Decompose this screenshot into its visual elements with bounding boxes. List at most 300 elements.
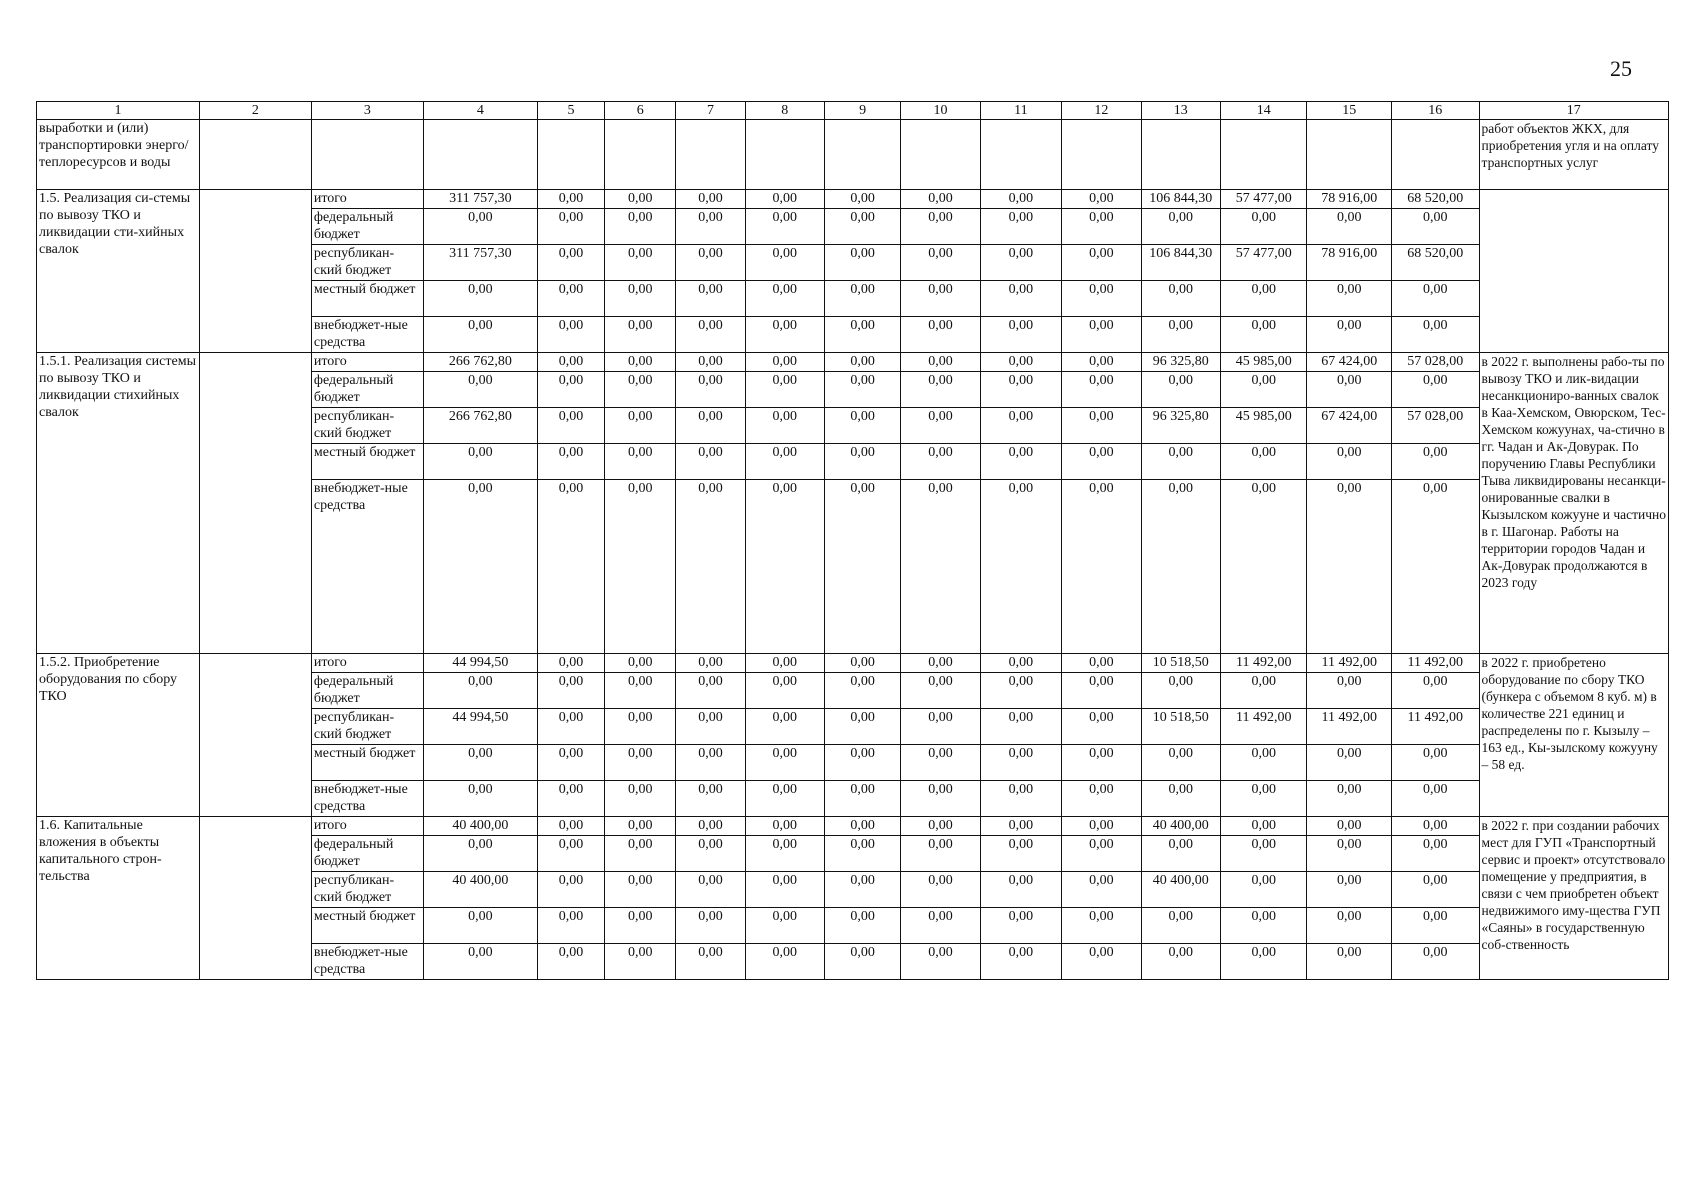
funding-source: местный бюджет — [311, 444, 423, 480]
column-header: 11 — [980, 102, 1061, 120]
value-cell: 0,00 — [537, 408, 604, 444]
value-cell: 0,00 — [901, 353, 980, 372]
value-cell: 0,00 — [1220, 317, 1307, 353]
value-cell: 0,00 — [1307, 281, 1392, 317]
value-cell: 0,00 — [1307, 908, 1392, 944]
value-cell: 106 844,30 — [1141, 245, 1220, 281]
funding-source: федеральный бюджет — [311, 209, 423, 245]
value-cell: 57 028,00 — [1391, 353, 1479, 372]
value-cell: 0,00 — [423, 480, 537, 654]
value-cell: 0,00 — [745, 190, 824, 209]
value-cell: 0,00 — [1391, 872, 1479, 908]
value-cell: 0,00 — [901, 781, 980, 817]
value-cell: 0,00 — [980, 353, 1061, 372]
value-cell: 0,00 — [824, 836, 900, 872]
value-cell: 0,00 — [901, 673, 980, 709]
value-cell: 0,00 — [901, 944, 980, 980]
value-cell: 311 757,30 — [423, 245, 537, 281]
value-cell: 0,00 — [1307, 444, 1392, 480]
value-cell: 0,00 — [676, 781, 745, 817]
item-name: выработки и (или) транспортировки энерго/теплоресурсов и воды — [37, 120, 200, 190]
column-header: 14 — [1220, 102, 1307, 120]
value-cell: 0,00 — [980, 836, 1061, 872]
value-cell: 11 492,00 — [1391, 709, 1479, 745]
item-note: работ объектов ЖКХ, для приобретения угля и на оплату транспортных услуг — [1479, 120, 1668, 190]
value-cell: 0,00 — [745, 408, 824, 444]
value-cell: 0,00 — [980, 872, 1061, 908]
value-cell: 0,00 — [1141, 745, 1220, 781]
value-cell: 0,00 — [1391, 944, 1479, 980]
value-cell: 0,00 — [824, 317, 900, 353]
value-cell: 0,00 — [980, 781, 1061, 817]
value-cell: 0,00 — [1062, 654, 1141, 673]
value-cell: 0,00 — [676, 944, 745, 980]
table-row — [37, 190, 1669, 209]
table-row — [37, 817, 1669, 836]
value-cell: 0,00 — [605, 908, 676, 944]
value-cell: 0,00 — [537, 836, 604, 872]
value-cell: 0,00 — [745, 372, 824, 408]
value-cell: 0,00 — [824, 353, 900, 372]
value-cell: 0,00 — [537, 281, 604, 317]
value-cell: 0,00 — [1062, 408, 1141, 444]
value-cell: 0,00 — [1062, 673, 1141, 709]
value-cell: 0,00 — [1391, 281, 1479, 317]
value-cell: 0,00 — [745, 673, 824, 709]
value-cell: 0,00 — [1062, 209, 1141, 245]
value-cell: 0,00 — [423, 673, 537, 709]
value-cell: 0,00 — [1391, 836, 1479, 872]
value-cell: 0,00 — [901, 209, 980, 245]
value-cell: 0,00 — [1220, 908, 1307, 944]
column-header: 1 — [37, 102, 200, 120]
value-cell: 0,00 — [901, 654, 980, 673]
value-cell: 0,00 — [980, 817, 1061, 836]
value-cell: 0,00 — [537, 908, 604, 944]
value-cell: 0,00 — [1220, 781, 1307, 817]
value-cell: 0,00 — [1062, 709, 1141, 745]
value-cell: 0,00 — [676, 408, 745, 444]
value-cell: 0,00 — [1307, 817, 1392, 836]
value-cell: 0,00 — [537, 817, 604, 836]
value-cell: 0,00 — [980, 908, 1061, 944]
value-cell: 0,00 — [1307, 673, 1392, 709]
funding-source: местный бюджет — [311, 281, 423, 317]
value-cell: 0,00 — [824, 209, 900, 245]
value-cell: 0,00 — [901, 709, 980, 745]
value-cell: 0,00 — [745, 444, 824, 480]
funding-source: республикан-ский бюджет — [311, 408, 423, 444]
value-cell: 0,00 — [745, 781, 824, 817]
value-cell: 44 994,50 — [423, 654, 537, 673]
value-cell: 0,00 — [1220, 817, 1307, 836]
value-cell: 0,00 — [1141, 317, 1220, 353]
value-cell: 0,00 — [824, 673, 900, 709]
value-cell: 0,00 — [605, 944, 676, 980]
value-cell: 0,00 — [824, 817, 900, 836]
value-cell: 0,00 — [605, 281, 676, 317]
value-cell: 0,00 — [745, 709, 824, 745]
value-cell: 106 844,30 — [1141, 190, 1220, 209]
value-cell: 0,00 — [1141, 480, 1220, 654]
value-cell: 0,00 — [537, 444, 604, 480]
value-cell: 0,00 — [901, 245, 980, 281]
value-cell: 0,00 — [1391, 317, 1479, 353]
value-cell: 0,00 — [980, 245, 1061, 281]
value-cell: 0,00 — [605, 372, 676, 408]
value-cell: 0,00 — [1062, 245, 1141, 281]
value-cell: 0,00 — [1141, 944, 1220, 980]
table-row — [37, 353, 1669, 372]
value-cell: 0,00 — [423, 781, 537, 817]
value-cell: 57 028,00 — [1391, 408, 1479, 444]
value-cell: 0,00 — [745, 281, 824, 317]
value-cell: 44 994,50 — [423, 709, 537, 745]
value-cell: 0,00 — [605, 353, 676, 372]
value-cell: 0,00 — [676, 709, 745, 745]
value-cell: 45 985,00 — [1220, 353, 1307, 372]
value-cell: 0,00 — [537, 353, 604, 372]
value-cell: 0,00 — [605, 444, 676, 480]
column-header: 4 — [423, 102, 537, 120]
value-cell: 0,00 — [824, 245, 900, 281]
value-cell: 0,00 — [423, 745, 537, 781]
value-cell: 0,00 — [824, 408, 900, 444]
value-cell: 0,00 — [980, 190, 1061, 209]
value-cell: 0,00 — [901, 372, 980, 408]
value-cell: 0,00 — [901, 190, 980, 209]
value-cell: 40 400,00 — [1141, 872, 1220, 908]
value-cell: 78 916,00 — [1307, 190, 1392, 209]
value-cell: 0,00 — [676, 372, 745, 408]
value-cell: 0,00 — [980, 745, 1061, 781]
value-cell: 0,00 — [901, 480, 980, 654]
value-cell: 0,00 — [901, 745, 980, 781]
value-cell: 0,00 — [605, 317, 676, 353]
value-cell: 0,00 — [745, 480, 824, 654]
value-cell: 0,00 — [676, 908, 745, 944]
value-cell: 0,00 — [1141, 281, 1220, 317]
value-cell: 0,00 — [605, 709, 676, 745]
value-cell: 0,00 — [1391, 908, 1479, 944]
value-cell: 0,00 — [1220, 444, 1307, 480]
value-cell: 266 762,80 — [423, 353, 537, 372]
value-cell: 0,00 — [1062, 353, 1141, 372]
value-cell: 0,00 — [1307, 317, 1392, 353]
value-cell: 0,00 — [824, 372, 900, 408]
value-cell: 0,00 — [1307, 480, 1392, 654]
value-cell: 0,00 — [980, 709, 1061, 745]
value-cell: 0,00 — [1220, 836, 1307, 872]
value-cell: 0,00 — [676, 317, 745, 353]
value-cell: 0,00 — [676, 353, 745, 372]
value-cell: 0,00 — [901, 317, 980, 353]
value-cell: 0,00 — [537, 245, 604, 281]
value-cell: 0,00 — [1307, 944, 1392, 980]
value-cell: 0,00 — [605, 673, 676, 709]
value-cell: 0,00 — [423, 908, 537, 944]
value-cell: 0,00 — [745, 317, 824, 353]
funding-source: внебюджет-ные средства — [311, 317, 423, 353]
value-cell: 0,00 — [901, 817, 980, 836]
value-cell: 0,00 — [605, 781, 676, 817]
value-cell: 0,00 — [980, 281, 1061, 317]
value-cell: 0,00 — [537, 709, 604, 745]
value-cell: 45 985,00 — [1220, 408, 1307, 444]
value-cell: 0,00 — [1220, 944, 1307, 980]
value-cell: 0,00 — [1141, 781, 1220, 817]
value-cell: 0,00 — [1220, 673, 1307, 709]
value-cell: 0,00 — [423, 281, 537, 317]
value-cell: 0,00 — [605, 408, 676, 444]
value-cell: 0,00 — [901, 836, 980, 872]
value-cell: 0,00 — [605, 190, 676, 209]
value-cell: 0,00 — [1391, 817, 1479, 836]
value-cell: 311 757,30 — [423, 190, 537, 209]
item-name: 1.5.2. Приобретение оборудования по сбору ТКО — [37, 654, 200, 817]
column-header: 13 — [1141, 102, 1220, 120]
value-cell: 0,00 — [1141, 444, 1220, 480]
value-cell: 0,00 — [980, 317, 1061, 353]
value-cell: 0,00 — [537, 190, 604, 209]
value-cell: 0,00 — [676, 654, 745, 673]
value-cell: 0,00 — [423, 317, 537, 353]
funding-source: федеральный бюджет — [311, 836, 423, 872]
value-cell: 0,00 — [1220, 480, 1307, 654]
item-name: 1.5. Реализация си-стемы по вывозу ТКО и ликвидации сти-хийных свалок — [37, 190, 200, 353]
value-cell: 11 492,00 — [1220, 709, 1307, 745]
value-cell: 0,00 — [745, 209, 824, 245]
value-cell: 0,00 — [824, 944, 900, 980]
value-cell: 0,00 — [1307, 745, 1392, 781]
value-cell: 0,00 — [676, 673, 745, 709]
value-cell: 96 325,80 — [1141, 408, 1220, 444]
funding-source: республикан-ский бюджет — [311, 872, 423, 908]
value-cell: 0,00 — [745, 908, 824, 944]
value-cell: 0,00 — [1062, 745, 1141, 781]
funding-source: итого — [311, 190, 423, 209]
value-cell: 0,00 — [605, 654, 676, 673]
column-header: 2 — [199, 102, 311, 120]
value-cell: 0,00 — [1307, 209, 1392, 245]
value-cell: 0,00 — [676, 209, 745, 245]
value-cell: 0,00 — [1391, 209, 1479, 245]
empty-cell — [199, 817, 311, 980]
value-cell: 0,00 — [676, 480, 745, 654]
empty-cell — [199, 654, 311, 817]
value-cell: 0,00 — [1062, 317, 1141, 353]
value-cell: 57 477,00 — [1220, 190, 1307, 209]
funding-source: местный бюджет — [311, 745, 423, 781]
value-cell: 78 916,00 — [1307, 245, 1392, 281]
value-cell: 0,00 — [605, 209, 676, 245]
value-cell: 0,00 — [537, 673, 604, 709]
value-cell: 40 400,00 — [423, 817, 537, 836]
funding-source: итого — [311, 817, 423, 836]
value-cell: 0,00 — [537, 317, 604, 353]
value-cell: 0,00 — [901, 444, 980, 480]
value-cell: 0,00 — [980, 444, 1061, 480]
value-cell: 0,00 — [824, 281, 900, 317]
funding-source: внебюджет-ные средства — [311, 781, 423, 817]
value-cell: 0,00 — [1141, 372, 1220, 408]
value-cell: 0,00 — [1307, 836, 1392, 872]
column-header: 17 — [1479, 102, 1668, 120]
value-cell: 0,00 — [537, 654, 604, 673]
value-cell: 11 492,00 — [1307, 709, 1392, 745]
value-cell: 0,00 — [605, 872, 676, 908]
value-cell: 0,00 — [824, 709, 900, 745]
value-cell: 0,00 — [1141, 673, 1220, 709]
funding-source: федеральный бюджет — [311, 673, 423, 709]
value-cell: 67 424,00 — [1307, 353, 1392, 372]
value-cell: 67 424,00 — [1307, 408, 1392, 444]
funding-source: итого — [311, 654, 423, 673]
value-cell: 0,00 — [1220, 209, 1307, 245]
budget-table — [36, 101, 1669, 980]
value-cell: 0,00 — [537, 209, 604, 245]
funding-source: федеральный бюджет — [311, 372, 423, 408]
item-note: в 2022 г. при создании рабочих мест для ГУП «Транспортный сервис и проект» отсутствовало помещение у предприятия, в связи с чем приобретен объект недвижимого иму-щества ГУП «Саяны» в государственную соб-ственность — [1479, 817, 1668, 980]
value-cell: 0,00 — [1220, 372, 1307, 408]
value-cell: 0,00 — [824, 444, 900, 480]
column-header: 8 — [745, 102, 824, 120]
value-cell: 0,00 — [537, 944, 604, 980]
value-cell: 0,00 — [423, 836, 537, 872]
funding-source: местный бюджет — [311, 908, 423, 944]
value-cell: 0,00 — [745, 836, 824, 872]
value-cell: 0,00 — [824, 190, 900, 209]
value-cell: 0,00 — [676, 190, 745, 209]
value-cell: 0,00 — [980, 480, 1061, 654]
continued-row — [37, 120, 1669, 190]
value-cell: 0,00 — [980, 944, 1061, 980]
value-cell: 0,00 — [1391, 372, 1479, 408]
value-cell: 11 492,00 — [1391, 654, 1479, 673]
value-cell: 0,00 — [676, 745, 745, 781]
funding-source: республикан-ский бюджет — [311, 709, 423, 745]
value-cell: 0,00 — [1141, 209, 1220, 245]
value-cell: 0,00 — [1307, 872, 1392, 908]
value-cell: 0,00 — [824, 872, 900, 908]
item-note — [1479, 190, 1668, 353]
value-cell: 0,00 — [745, 817, 824, 836]
value-cell: 0,00 — [1062, 444, 1141, 480]
value-cell: 0,00 — [1220, 872, 1307, 908]
value-cell: 0,00 — [423, 444, 537, 480]
value-cell: 0,00 — [824, 480, 900, 654]
value-cell: 0,00 — [745, 654, 824, 673]
value-cell: 0,00 — [824, 781, 900, 817]
table-body — [37, 120, 1669, 980]
header-row — [37, 102, 1669, 120]
value-cell: 0,00 — [605, 245, 676, 281]
value-cell: 0,00 — [1141, 908, 1220, 944]
item-note: в 2022 г. выполнены рабо-ты по вывозу ТКО и лик-видации несанкциониро-ванных свалок в Каа-Хемском, Овюрском, Тес-Хемском кожуунах, ча-стично в гг. Чадан и Ак-Довурак. По поручению Главы Республики Тыва ликвидированы несанкци-онированные свалки в Кызылском кожууне и частично в г. Шагонар. Работы на территории городов Чадан и Ак-Довурак продолжаются в 2023 году — [1479, 353, 1668, 654]
value-cell: 0,00 — [745, 353, 824, 372]
value-cell: 0,00 — [676, 444, 745, 480]
value-cell: 0,00 — [901, 872, 980, 908]
value-cell: 0,00 — [745, 745, 824, 781]
value-cell: 0,00 — [745, 872, 824, 908]
value-cell: 0,00 — [1391, 480, 1479, 654]
value-cell: 0,00 — [980, 673, 1061, 709]
value-cell: 0,00 — [1062, 480, 1141, 654]
column-header: 9 — [824, 102, 900, 120]
value-cell: 68 520,00 — [1391, 190, 1479, 209]
value-cell: 0,00 — [1220, 745, 1307, 781]
value-cell: 0,00 — [537, 745, 604, 781]
value-cell: 96 325,80 — [1141, 353, 1220, 372]
value-cell: 0,00 — [1307, 781, 1392, 817]
value-cell: 266 762,80 — [423, 408, 537, 444]
value-cell: 0,00 — [1062, 944, 1141, 980]
value-cell: 0,00 — [537, 480, 604, 654]
value-cell: 0,00 — [1391, 673, 1479, 709]
column-header: 6 — [605, 102, 676, 120]
value-cell: 0,00 — [1391, 745, 1479, 781]
value-cell: 0,00 — [824, 908, 900, 944]
value-cell: 0,00 — [824, 654, 900, 673]
page-number: 25 — [1610, 56, 1632, 81]
value-cell: 0,00 — [1307, 372, 1392, 408]
value-cell: 0,00 — [676, 836, 745, 872]
value-cell: 0,00 — [1220, 281, 1307, 317]
value-cell: 0,00 — [1062, 781, 1141, 817]
value-cell: 68 520,00 — [1391, 245, 1479, 281]
value-cell: 0,00 — [676, 817, 745, 836]
value-cell: 0,00 — [1062, 836, 1141, 872]
value-cell: 0,00 — [676, 245, 745, 281]
value-cell: 0,00 — [1062, 372, 1141, 408]
column-header: 3 — [311, 102, 423, 120]
value-cell: 0,00 — [605, 817, 676, 836]
value-cell: 0,00 — [676, 872, 745, 908]
value-cell: 0,00 — [1391, 444, 1479, 480]
value-cell: 0,00 — [537, 781, 604, 817]
column-header: 12 — [1062, 102, 1141, 120]
value-cell: 0,00 — [901, 908, 980, 944]
funding-source: внебюджет-ные средства — [311, 480, 423, 654]
value-cell: 0,00 — [1062, 908, 1141, 944]
value-cell: 10 518,50 — [1141, 654, 1220, 673]
value-cell: 0,00 — [605, 480, 676, 654]
value-cell: 0,00 — [980, 408, 1061, 444]
empty-cell — [199, 190, 311, 353]
value-cell: 0,00 — [537, 872, 604, 908]
value-cell: 40 400,00 — [1141, 817, 1220, 836]
value-cell: 0,00 — [537, 372, 604, 408]
value-cell: 0,00 — [423, 372, 537, 408]
value-cell: 11 492,00 — [1220, 654, 1307, 673]
column-header: 7 — [676, 102, 745, 120]
value-cell: 0,00 — [980, 654, 1061, 673]
value-cell: 0,00 — [676, 281, 745, 317]
table-row — [37, 654, 1669, 673]
value-cell: 0,00 — [1062, 872, 1141, 908]
column-header: 5 — [537, 102, 604, 120]
value-cell: 0,00 — [1062, 817, 1141, 836]
item-name: 1.6. Капитальные вложения в объекты капитального строн-тельства — [37, 817, 200, 980]
empty-cell — [199, 353, 311, 654]
funding-source: республикан-ский бюджет — [311, 245, 423, 281]
value-cell: 0,00 — [901, 408, 980, 444]
value-cell: 0,00 — [423, 209, 537, 245]
value-cell: 0,00 — [980, 372, 1061, 408]
value-cell: 0,00 — [980, 209, 1061, 245]
value-cell: 0,00 — [1062, 190, 1141, 209]
column-header: 15 — [1307, 102, 1392, 120]
